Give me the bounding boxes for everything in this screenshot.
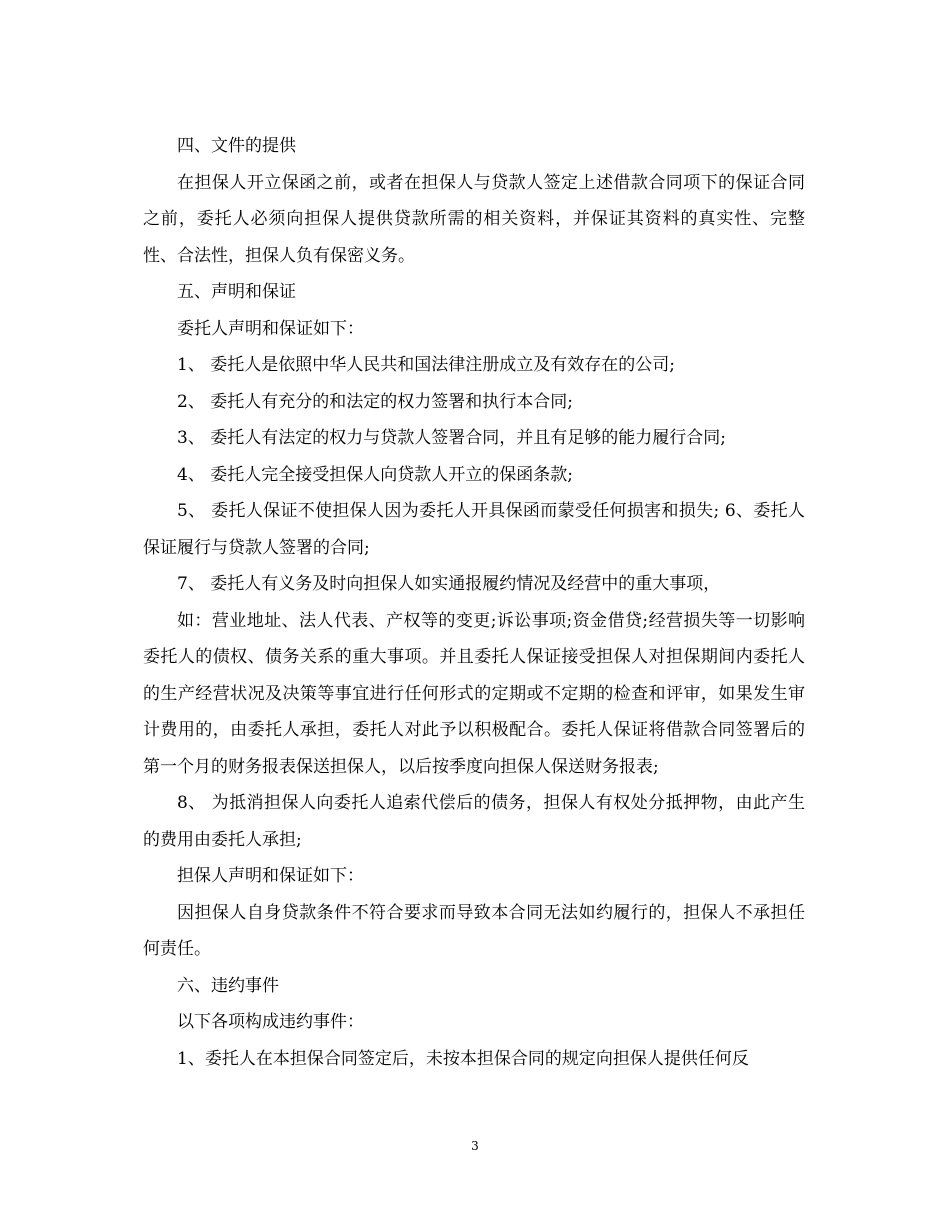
list-item-2: 2、 委托人有充分的和法定的权力签署和执行本合同; <box>177 391 573 412</box>
list-item-3: 3、 委托人有法定的权力与贷款人签署合同，并且有足够的能力履行合同; <box>177 428 726 448</box>
list-item-1: 1、 委托人是依照中华人民共和国法律注册成立及有效存在的公司; <box>177 355 675 375</box>
paragraph-guarantor-declaration-intro: 担保人声明和保证如下： <box>177 866 364 886</box>
default-event-item-1: 1、委托人在本担保合同签定后，未按本担保合同的规定向担保人提供任何反 <box>177 1048 749 1069</box>
section-heading-5: 五、声明和保证 <box>177 282 296 302</box>
section-heading-4: 四、文件的提供 <box>177 136 296 156</box>
paragraph-client-declaration-intro: 委托人声明和保证如下： <box>177 318 364 339</box>
paragraph-material-matters: 如：营业地址、法人代表、产权等的变更;诉讼事项;资金借贷;经营损失等一切影响委托人的债权、债务关系的重大事项。并且委托人保证接受担保人对担保期间内委托人的生产经营状况及决策等事宜进行任何形式的定期或不定期的检查和评审，如果发生审计费用的，由委托人承担，委托人对此予以积极配合。委托人保证将借款合同签署后的第一个月的财务报表保送担保人，以后按季度向担保人保送财务报表; <box>143 610 805 777</box>
page-number: 3 <box>471 1139 479 1153</box>
list-item-4: 4、 委托人完全接受担保人向贷款人开立的保函条款; <box>177 464 573 485</box>
paragraph-default-events-intro: 以下各项构成违约事件： <box>177 1012 364 1032</box>
document-body <box>143 128 805 1077</box>
paragraph-document-provision: 在担保人开立保函之前，或者在担保人与贷款人签定上述借款合同项下的保证合同之前，委托人必须向担保人提供贷款所需的相关资料，并保证其资料的真实性、完整性、合法性，担保人负有保密义务。 <box>143 172 805 266</box>
paragraph-guarantor-declaration: 因担保人自身贷款条件不符合要求而导致本合同无法如约履行的，担保人不承担任何责任。 <box>143 902 805 959</box>
section-heading-6: 六、违约事件 <box>177 975 279 996</box>
list-item-7: 7、 委托人有义务及时向担保人如实通报履约情况及经营中的重大事项， <box>177 574 721 594</box>
list-item-5-6: 5、 委托人保证不使担保人因为委托人开具保函而蒙受任何损害和损失; 6、委托人保证履行与贷款人签署的合同; <box>143 501 805 558</box>
list-item-8: 8、 为抵消担保人向委托人追索代偿后的债务，担保人有权处分抵押物，由此产生的费用由委托人承担; <box>143 793 805 850</box>
